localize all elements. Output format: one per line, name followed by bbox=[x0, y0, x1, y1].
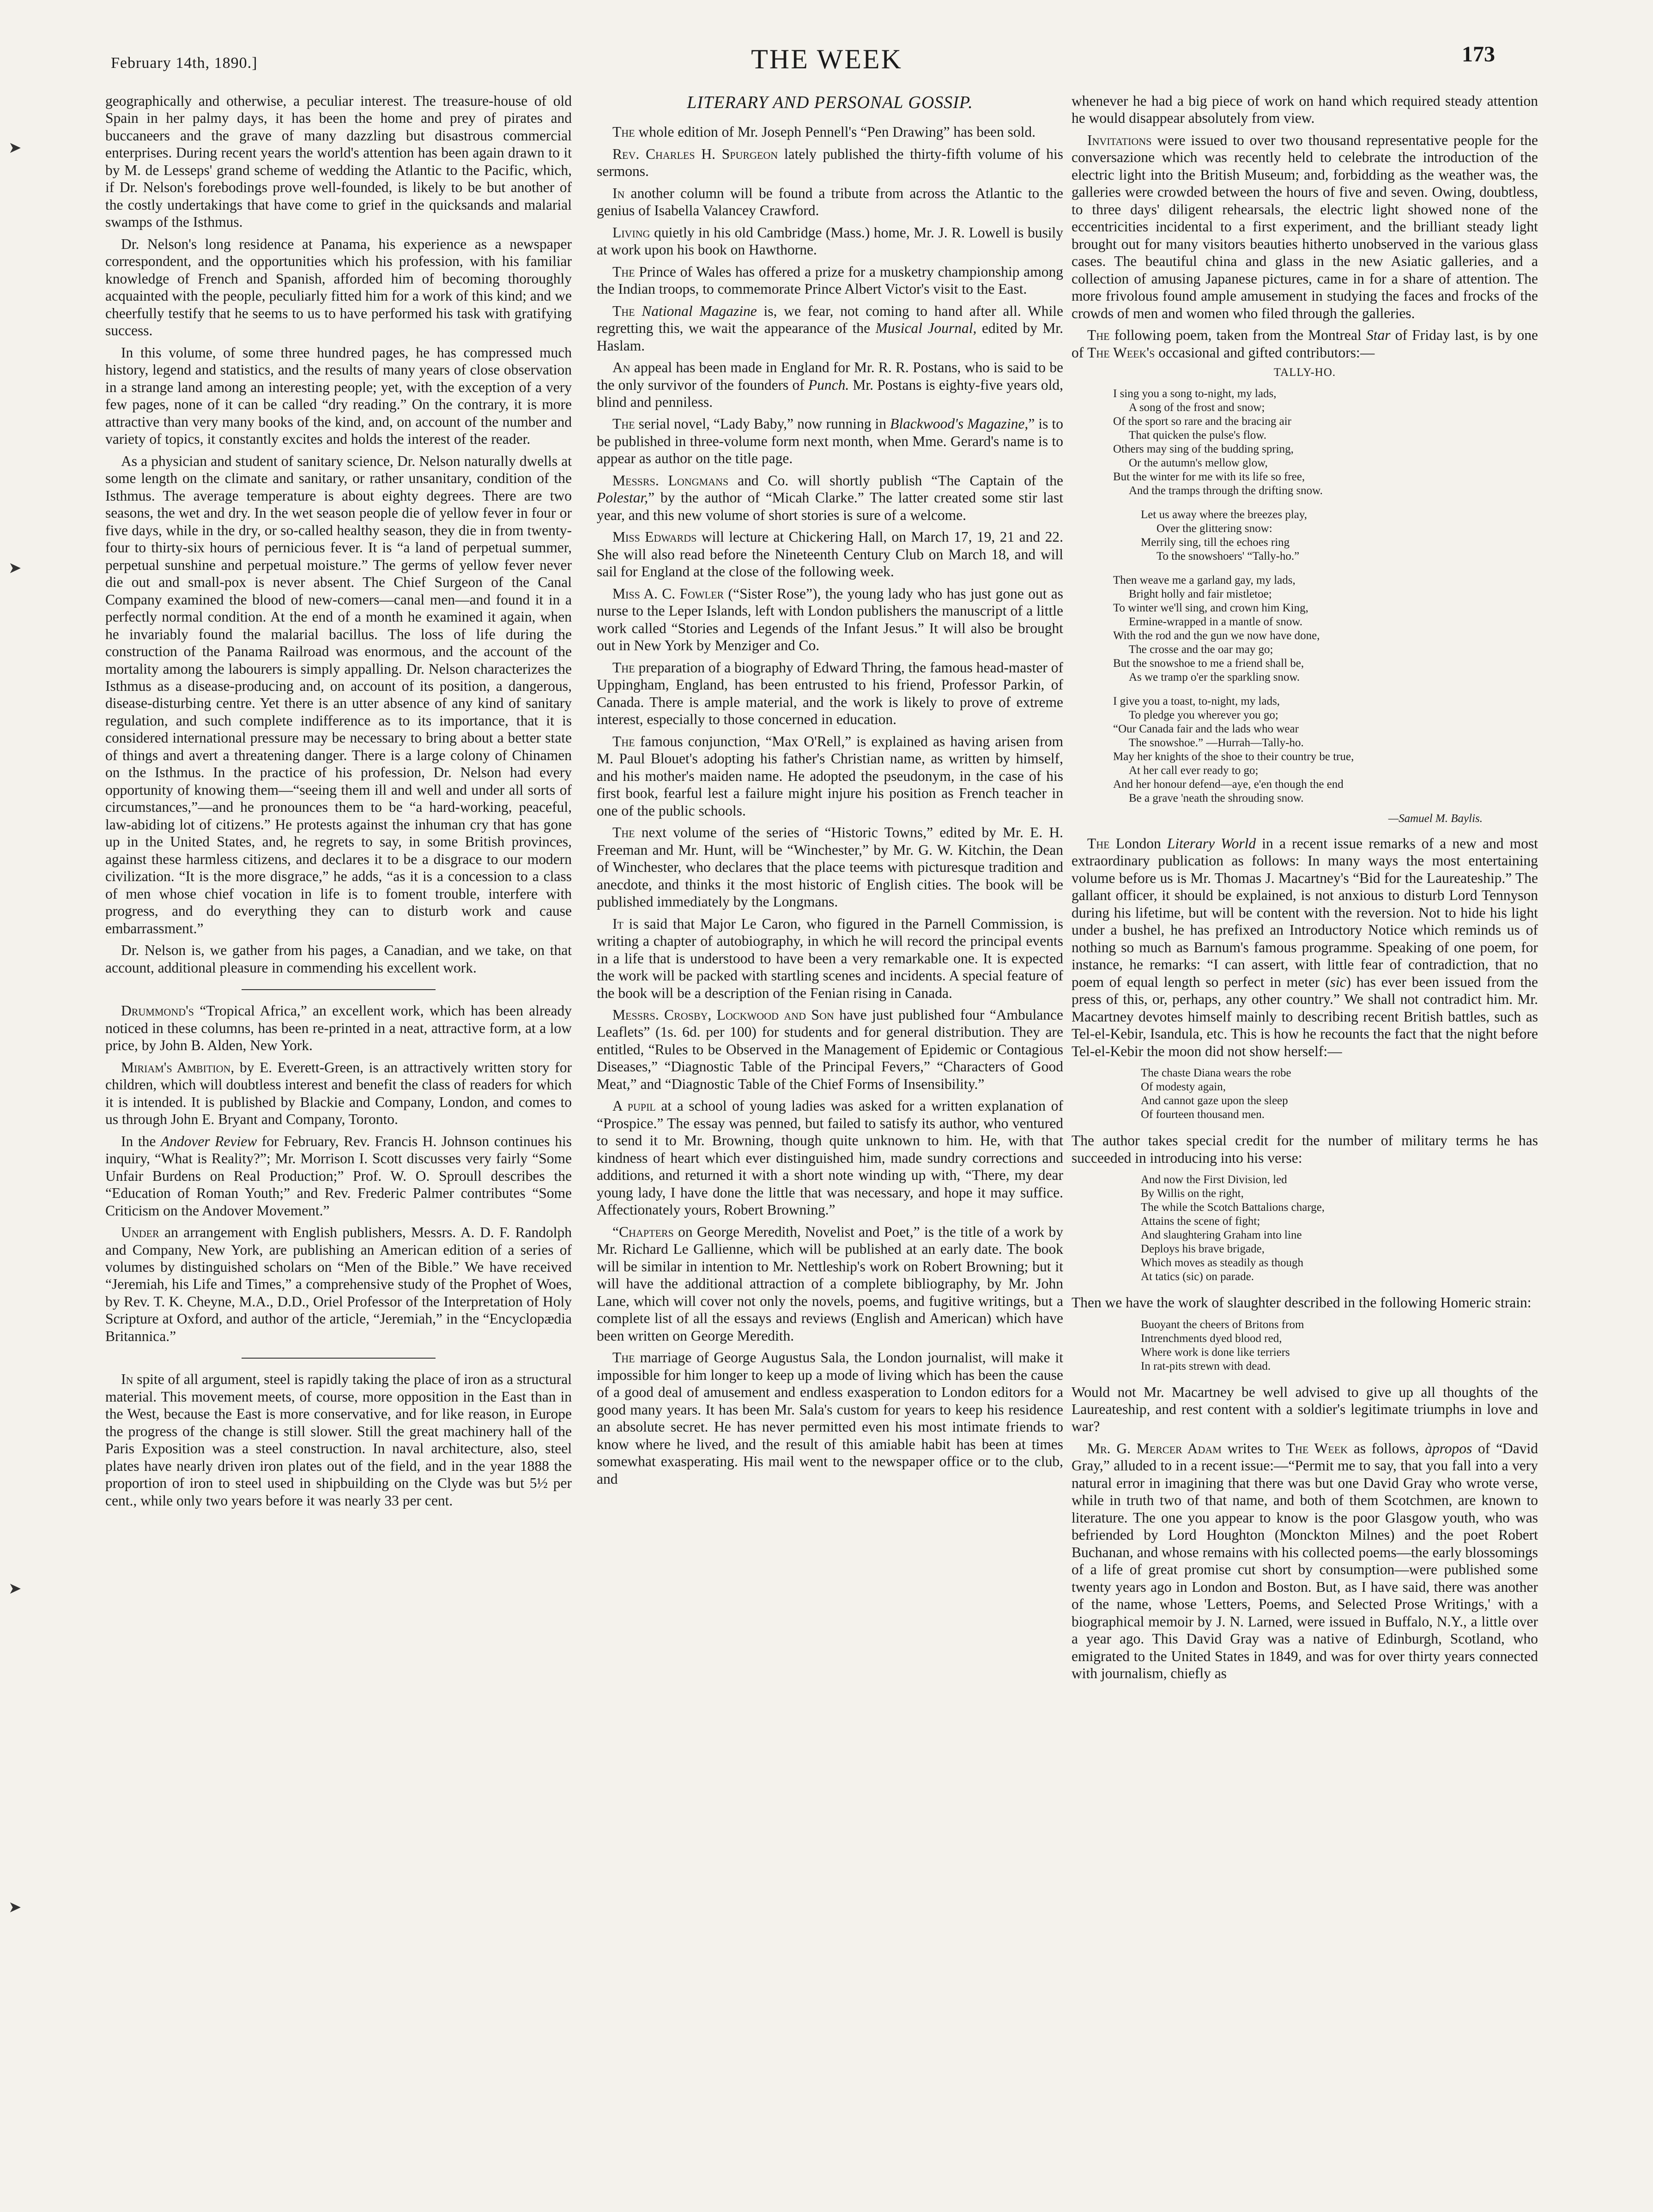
margin-mark-icon: ➤ bbox=[8, 1899, 22, 1916]
poem-line: I sing you a song to-night, my lads, bbox=[1113, 387, 1277, 400]
gossip-item bbox=[597, 359, 1063, 411]
verse-line: By Willis on the right, bbox=[1141, 1187, 1244, 1200]
poem-line: Or the autumn's mellow glow, bbox=[1129, 457, 1268, 470]
poem-line: Then weave me a garland gay, my lads, bbox=[1113, 574, 1296, 587]
poem-stanza bbox=[1113, 508, 1538, 563]
gossip-item: Then we have the work of slaughter described in the following Homeric strain: bbox=[1072, 1294, 1532, 1311]
lead-words: Messrs. Longmans bbox=[612, 472, 729, 489]
lead-words: Miriam's Ambition, bbox=[121, 1059, 235, 1076]
gossip-item bbox=[597, 915, 1063, 1002]
lead-words: The bbox=[1087, 327, 1110, 344]
section-heading: LITERARY AND PERSONAL GOSSIP. bbox=[687, 93, 973, 112]
issue-date: February 14th, 1890.] bbox=[111, 54, 258, 72]
poem-line: “Our Canada fair and the lads who wear bbox=[1113, 723, 1299, 736]
gossip-item bbox=[597, 472, 1063, 524]
lead-words: The bbox=[612, 263, 635, 280]
lead-words: The bbox=[612, 124, 635, 140]
paragraph-text: an arrangement with English publishers, Messrs. A. D. F. Randolph and Company, New York, are publishing an American edition of a series of volumes by distinguished scholars on “Men of the Bible.” We have received “Jeremiah, his Life and Times,” a comprehensive study of the Prophet of Woes, by Rev. T. K. Cheyne, M.A., D.D., Oriel Professor of the Interpretation of Holy Scripture at Oxford, and author of the article, “Jeremiah,” in the “Encyclopædia Britannica.” bbox=[105, 1224, 572, 1344]
lead-words: In bbox=[121, 1371, 133, 1388]
paragraph-text: marriage of George Augustus Sala, the London journalist, will make it impossible for him longer to keep up a mode of living which has been the cause of a good deal of amusement and endless exasperation to London editors for a good many years. It has been Mr. Sala's custom for years to keep his residence an absolute secret. He has never permitted even his most intimate friends to know where he lived, and the result of this amiable habit has been at times somewhat exasperating. His mail went to the newspaper office or to the club, and bbox=[597, 1349, 1063, 1487]
periodical-title: Punch. bbox=[808, 376, 849, 393]
periodical-title: Blackwood's Magazine, bbox=[890, 416, 1029, 432]
poem-line: Bright holly and fair mistletoe; bbox=[1129, 588, 1272, 601]
paragraph-text: were issued to over two thousand representative people for the conversazione which was recently held to celebrate the introduction of the electric light into the British Museum; and, forbidding as the weather was, the galleries were crowded between the hours of five and seven. Owing, doubtless, to three days' diligent rehearsals, the electric light showed none of the eccentricities incidental to a first experiment, and the brilliant steady light brought out for many visitors beauties hitherto unobserved in the various glass cases. The beautiful china and glass in the new Asiatic galleries, and a collection of amusing Japanese pictures, came in for a share of attention. The more frivolous found ample amusement in studying the faces and frocks of the crowds of men and women who filed through the galleries. bbox=[1072, 132, 1538, 321]
poem-line: To winter we'll sing, and crown him King, bbox=[1113, 602, 1308, 615]
gossip-item bbox=[597, 1006, 1063, 1093]
lead-words: Rev. Charles H. Spurgeon bbox=[612, 145, 778, 162]
periodical-title: National Magazine bbox=[642, 302, 757, 319]
lead-words: Miss Edwards bbox=[612, 529, 697, 545]
gossip-item bbox=[597, 528, 1063, 580]
paragraph-text: serial novel, “Lady Baby,” now running in bbox=[635, 416, 890, 432]
periodical-title: Literary World bbox=[1167, 835, 1256, 852]
gossip-item bbox=[1072, 326, 1538, 361]
paper-name: The Week's bbox=[1087, 344, 1155, 361]
verse-quote bbox=[1141, 1318, 1538, 1373]
paragraph-text: quietly in his old Cambridge (Mass.) home, Mr. J. R. Lowell is busily at work upon his book on Hawthorne. bbox=[597, 224, 1063, 258]
lead-words: An bbox=[612, 359, 630, 376]
paragraph-text: following poem, taken from the Montreal bbox=[1109, 327, 1366, 344]
paragraph-text: spite of all argument, steel is rapidly taking the place of iron as a structural material. This movement meets, of course, more opposition in the East than in the West, because the East is more conservative, and for like reason, in Europe the progress of the change is still slower. Still the great machinery hall of the Paris Exposition was a steel construction. In naval architecture, also, steel plates have nearly driven iron plates out of the field, and in the year 1888 the proportion of iron to steel used in shipbuilding on the Clyde was but 5½ per cent., while only two years before it was nearly 33 per cent. bbox=[105, 1371, 572, 1509]
column-3 bbox=[1072, 92, 1538, 2180]
page-number: 173 bbox=[1462, 42, 1495, 66]
poem-line: That quicken the pulse's flow. bbox=[1129, 429, 1266, 442]
verse-line: Where work is done like terriers bbox=[1141, 1346, 1290, 1359]
gossip-item bbox=[597, 824, 1063, 910]
poem-line: Let us away where the breezes play, bbox=[1141, 508, 1308, 521]
verse-line: Of fourteen thousand men. bbox=[1141, 1108, 1265, 1121]
verse-line: In rat-pits strewn with dead. bbox=[1141, 1360, 1271, 1372]
poem-stanza bbox=[1113, 574, 1538, 684]
lead-words: “Chapters bbox=[612, 1223, 674, 1240]
lead-words: Messrs. Crosby, Lockwood and Son bbox=[612, 1006, 834, 1023]
notice-paragraph bbox=[105, 1002, 572, 1054]
gossip-item bbox=[597, 1349, 1063, 1487]
poem-line: May her knights of the shoe to their country be true, bbox=[1113, 750, 1354, 763]
verse-line: At tatics (sic) on parade. bbox=[1141, 1270, 1254, 1283]
lead-words: The bbox=[612, 416, 635, 432]
verse-line: Buoyant the cheers of Britons from bbox=[1141, 1318, 1304, 1331]
lead-words: Under bbox=[121, 1224, 159, 1241]
verse-quote bbox=[1141, 1173, 1538, 1284]
lead-words: The bbox=[1087, 835, 1110, 852]
poem-line: I give you a toast, to-night, my lads, bbox=[1113, 695, 1280, 708]
poem-line: The snowshoe.” —Hurrah—Tally-ho. bbox=[1129, 737, 1304, 749]
paragraph-text: another column will be found a tribute from across the Atlantic to the genius of Isabella Valancey Crawford. bbox=[597, 185, 1063, 219]
poem-line: Merrily sing, till the echoes ring bbox=[1141, 536, 1290, 549]
gossip-item bbox=[1072, 132, 1538, 322]
paragraph-text: as follows, bbox=[1348, 1440, 1425, 1457]
gossip-item bbox=[597, 185, 1063, 219]
review-paragraph: Dr. Nelson is, we gather from his pages, a Canadian, and we take, on that account, additional pleasure in commending his excellent work. bbox=[105, 942, 572, 976]
gossip-item bbox=[597, 224, 1063, 259]
poem-line: Be a grave 'neath the shrouding snow. bbox=[1129, 792, 1304, 805]
paragraph-text: In the bbox=[121, 1133, 161, 1149]
paragraph-text: will lecture at Chickering Hall, on March 17, 19, 21 and 22. She will also read before the Nineteenth Century Club on March 18, and will sail for England at the close of the following week. bbox=[597, 529, 1063, 580]
poem-line: Others may sing of the budding spring, bbox=[1113, 443, 1294, 456]
lead-words: The bbox=[612, 302, 642, 319]
paragraph-text: ” by the author of “Micah Clarke.” The latter created some stir last year, and this new volume of short stories is sure of a welcome. bbox=[597, 490, 1063, 523]
poem-line: But the snowshoe to me a friend shall be, bbox=[1113, 657, 1304, 670]
review-paragraph: As a physician and student of sanitary science, Dr. Nelson naturally dwells at some length on the climate and sanitary, or rather unsanitary, condition of the Isthmus. The average temperature is about eighty degrees. There are two seasons, the wet and dry. In the wet season people die of yellow fever in four or five days, while in the dry, or so-called healthy season, they die in from twenty-four to thirty-six hours of pernicious fever. It is “a land of perpetual summer, perpetual sunshine and perpetual moisture.” The germs of yellow fever never die out and small-pox is never absent. The Chief Surgeon of the Canal Company examined the blood of new-comers—canal men—and found it in a perfectly normal condition. At the end of a month he examined it again, when he invariably found the malarial bacillus. The loss of life during the construction of the Panama Railroad was enormous, and the account of the mortality among the labourers is simply appalling. Dr. Nelson characterizes the Isthmus as a disease-producing and, on account of its position, a dangerous, disease-disturbing centre. Yet there is an utter absence of any kind of sanitary regulation, and such complete indifference as to its importance, that it is considered international pressure may be necessary to bring about a better state of things and avert a threatening danger. There is a large colony of Chinamen on the Isthmus. In the practice of his profession, Dr. Nelson had every opportunity of knowing them—“seeing them ill and well and under all sorts of circumstances,”—and he pronounces them to be “a hard-working, peaceful, law-abiding lot of citizens.” He protests against the inhuman cry that has gone up in the United States, and, he regrets to say, in some British provinces, against these harmless citizens, and declares it to be a disgrace to our modern civilization. “It is the more disgrace,” he adds, “as it is a concession to a class of men whose chief vocation in life is to foment trouble, interfere with progress, and do everything they can to disturb work and cause embarrassment.” bbox=[105, 453, 572, 937]
periodical-title: Andover Review bbox=[160, 1133, 257, 1149]
column-1 bbox=[105, 92, 572, 2180]
paragraph-text: is, we fear, not coming to hand after all. While regretting this, we wait the appearance of the bbox=[597, 302, 1063, 337]
poem-line: And the tramps through the drifting snow. bbox=[1129, 484, 1323, 497]
poem-stanza bbox=[1113, 387, 1538, 498]
verse-line: The while the Scotch Battalions charge, bbox=[1141, 1201, 1325, 1214]
verse-line: Attains the scene of fight; bbox=[1141, 1215, 1260, 1228]
review-paragraph: geographically and otherwise, a peculiar interest. The treasure-house of old Spain in her palmy days, it has been the home and prey of pirates and buccaneers and the grave of many dazzling but disastrous commercial enterprises. During recent years the world's attention has been again drawn to it by M. de Lesseps' grand scheme of wedding the Atlantic to the Pacific, which, if Dr. Nelson's forebodings prove well-founded, is likely to be but another of the costly undertakings that have come to grief in the quicksands and malarial swamps of the Isthmus. bbox=[105, 93, 572, 230]
paragraph-text: whole edition of Mr. Joseph Pennell's “Pen Drawing” has been sold. bbox=[635, 124, 1035, 140]
notice-paragraph bbox=[105, 1059, 572, 1128]
poem-stanza bbox=[1113, 695, 1538, 805]
paragraph-text: in a recent issue remarks of a new and most extraordinary publication as follows: In many ways the most entertaining volume before us is Mr. Thomas J. Macartney's “Bid for the Laureateship.” The gallant officer, it should be explained, is not anxious to disturb Lord Tennyson during his lifetime, but will be content with the reversion. Not to hide his light under a bushel, he has prefixed an Introductory Notice which reminds us of nothing so much as Barnum's famous programme. Speaking of one poem, for instance, he remarks: “I can assert, with little fear of contradiction, that no poem of equal length so perfect in meter ( bbox=[1072, 835, 1538, 990]
gossip-item bbox=[597, 123, 1063, 140]
lead-words: The bbox=[612, 659, 635, 676]
paragraph-text: is said that Major Le Caron, who figured in the Parnell Commission, is writing a chapter of autobiography, in which he will record the principal events in a life that is understood to have been a very remarkable one. It is expected the work will be packed with startling scenes and incidents. A special feature of the book will be a description of the Fenian rising in Canada. bbox=[597, 915, 1063, 1001]
paragraph-text: Mr. Postans is eighty-five years old, blind and penniless. bbox=[597, 376, 1063, 410]
paragraph-text: by E. Everett-Green, is an attractively written story for children, which will doubtless interest and benefit the class of readers for which it is intended. It is published by Blackie and Company, London, and comes to us through John E. Bryant and Company, Toronto. bbox=[105, 1059, 572, 1128]
paragraph-text: writes to bbox=[1221, 1440, 1286, 1457]
margin-mark-icon: ➤ bbox=[8, 139, 22, 157]
lead-words: The bbox=[612, 824, 635, 841]
verse-line: Deploys his brave brigade, bbox=[1141, 1243, 1265, 1256]
gossip-item bbox=[597, 1097, 1063, 1218]
paper-name: The Week bbox=[1286, 1440, 1348, 1457]
verse-line: Intrenchments dyed blood red, bbox=[1141, 1332, 1282, 1345]
paragraph-text: next volume of the series of “Historic Towns,” edited by Mr. E. H. Freeman and Mr. Hunt, will be “Winchester,” by Mr. G. W. Kitchin, the Dean of Winchester, who declares that the place teems with picturesque tradition and anecdote, and thinks it the most historic of English cities. The book will be published immediately by the Longmans. bbox=[597, 824, 1063, 910]
lead-words: Living bbox=[612, 224, 650, 241]
verse-line: And cannot gaze upon the sleep bbox=[1141, 1094, 1288, 1107]
paragraph-text: for February, Rev. Francis H. Johnson continues his inquiry, “What is Reality?”; Mr. Morrison I. Scott discusses very fairly “Some Unfair Burdens on Real Production;” Prof. W. O. Sproull describes the “Education of Roman Youth;” and Rev. Frederic Palmer contributes “Some Criticism on the Andover Movement.” bbox=[105, 1133, 572, 1219]
review-paragraph: Dr. Nelson's long residence at Panama, his experience as a newspaper correspondent, and the opportunities which his profession, with his familiar knowledge of French and Spanish, afforded him of becoming thoroughly acquainted with the people, peculiarly fitted him for a work of this kind; and we cheerfully testify that he seems to us to have performed his task with gratifying success. bbox=[105, 236, 572, 339]
paragraph-text: edited by Mr. Haslam. bbox=[597, 320, 1063, 354]
poem-line: A song of the frost and snow; bbox=[1129, 401, 1265, 414]
poem-title: TALLY-HO. bbox=[1273, 366, 1336, 379]
lead-words: The bbox=[612, 1349, 635, 1366]
poem-line: The crosse and the oar may go; bbox=[1129, 643, 1273, 656]
lead-words: Drummond's bbox=[121, 1003, 194, 1019]
poem-line: With the rod and the gun we now have done, bbox=[1113, 629, 1320, 642]
paragraph-text: have just published four “Ambulance Leaflets” (1s. 6d. per 100) for students and for general distribution. They are entitled, “Rules to be Observed in the Management of Epidemic or Contagious Diseases,” “Diagnostic Table of the Principal Fevers,” “Characters of Good Meat,” and “Diagnostic Table of the Chief Forms of Insensibility.” bbox=[597, 1006, 1063, 1092]
foreign-word: àpropos bbox=[1425, 1440, 1472, 1457]
gossip-item: whenever he had a big piece of work on hand which required steady attention he would disappear absolutely from view. bbox=[1072, 93, 1538, 127]
lead-words: Mr. G. Mercer Adam bbox=[1087, 1440, 1222, 1457]
margin-mark-icon: ➤ bbox=[8, 1580, 22, 1597]
paragraph-text: on George Meredith, Novelist and Poet,” is the title of a work by Mr. Richard Le Gallienne, which will be published at an early date. The book will be similar in intention to Mr. Nettleship's work on Robert Browning; but it will have the additional attraction of a complete bibliography, by Mr. John Lane, which will cover not only the novels, poems, and fugitive writings, but a complete list of all the essays and reviews (English and American) which have been written on George Meredith. bbox=[597, 1223, 1063, 1344]
paragraph-text: famous conjunction, “Max O'Rell,” is explained as having arisen from M. Paul Blouet's adopting his father's Christian name, as written by himself, and his mother's maiden name. He adopted the pseudonym, in the case of his first book, fearful lest a failure might injure his position as French teacher in one of the public schools. bbox=[597, 733, 1063, 819]
notice-paragraph bbox=[105, 1371, 572, 1509]
gossip-item: The author takes special credit for the number of military terms he has succeeded in introducing into his verse: bbox=[1072, 1132, 1538, 1166]
notice-paragraph bbox=[105, 1133, 572, 1219]
lead-words: Miss A. C. Fowler bbox=[612, 585, 724, 602]
paragraph-text: at a school of young ladies was asked for a written explanation of “Prospice.” The essay was penned, but failed to satisfy its author, who ventured to send it to Mr. Browning, though quite unknown to him. He, with that kindness of heart which ever distinguished him, made sundry corrections and additions, and returned it with a short note winding up with, “There, my dear young lady, I have done the little that was necessary, and hope it may suffice. Affectionately yours, Robert Browning.” bbox=[597, 1098, 1063, 1218]
paragraph-text: (“Sister Rose”), the young lady who has just gone out as nurse to the Leper Islands, left with London publishers the manuscript of a little work called “Stories and Legends of the Infant Jesus.” It will also be brought out in New York by Menziger and Co. bbox=[597, 585, 1063, 654]
gossip-item bbox=[597, 415, 1063, 467]
sic-note: sic bbox=[1330, 973, 1346, 990]
paragraph-text: “Tropical Africa,” an excellent work, which has been already noticed in these columns, has been re-printed in a neat, attractive form, at a low price, by John B. Alden, New York. bbox=[105, 1003, 572, 1054]
masthead-title: THE WEEK bbox=[751, 44, 902, 74]
gossip-item bbox=[597, 585, 1063, 654]
periodical-title: Musical Journal, bbox=[875, 320, 977, 337]
lead-words: A pupil bbox=[612, 1098, 656, 1114]
poem-line: At her call ever ready to go; bbox=[1129, 764, 1259, 777]
poem-line: As we tramp o'er the sparkling snow. bbox=[1129, 671, 1300, 684]
gossip-item bbox=[1072, 1440, 1538, 1682]
paragraph-text: ) has ever been issued from the press of this, or, perhaps, any other country.” We shall not contradict him. Mr. Macartney devotes himself mainly to describing recent British battles, such as Tel-el-Kebir, Isandula, etc. This is how he recounts the fact that the night before Tel-el-Kebir the moon did not show herself:— bbox=[1072, 973, 1538, 1059]
column-2 bbox=[597, 92, 1063, 2180]
paragraph-text: lately published the thirty-fifth volume of his sermons. bbox=[597, 145, 1063, 180]
verse-line: Which moves as steadily as though bbox=[1141, 1257, 1304, 1269]
verse-quote bbox=[1141, 1066, 1538, 1122]
poem-line: Over the glittering snow: bbox=[1156, 522, 1272, 535]
lead-words: The bbox=[612, 733, 635, 749]
gossip-item bbox=[597, 733, 1063, 819]
gossip-item bbox=[1072, 835, 1538, 1060]
poem-line: Of the sport so rare and the bracing air bbox=[1113, 415, 1291, 428]
poem-line: To pledge you wherever you go; bbox=[1129, 709, 1278, 722]
paragraph-text: ” is to be published in three-volume form next month, when Mme. Gerard's name is to appear as author on the title page. bbox=[597, 416, 1063, 467]
poem-signature: —Samuel M. Baylis. bbox=[1388, 812, 1483, 825]
notice-paragraph bbox=[105, 1224, 572, 1345]
gossip-item bbox=[597, 1223, 1063, 1344]
gossip-item bbox=[597, 302, 1063, 354]
review-paragraph: In this volume, of some three hundred pages, he has compressed much history, legend and statistics, and the results of many years of close observation in a strange land among an interesting people; yet, with the exception of a very few pages, none of it can be called “dry reading.” On the contrary, it is more attractive than very many books of the kind, and, on account of the number and variety of topics, it constantly excites and holds the interest of the reader. bbox=[105, 344, 572, 447]
poem bbox=[1113, 387, 1538, 805]
paragraph-text: occasional and gifted contributors:— bbox=[1155, 344, 1375, 361]
paragraph-text: of Friday last, is by one of bbox=[1072, 327, 1538, 361]
gossip-item: Would not Mr. Macartney be well advised to give up all thoughts of the Laureateship, and rest content with a soldier's legitimate triumphs in love and war? bbox=[1072, 1384, 1538, 1435]
verse-line: And slaughtering Graham into line bbox=[1141, 1229, 1302, 1242]
gossip-item bbox=[597, 145, 1063, 180]
lead-words: In bbox=[612, 185, 625, 201]
paragraph-text: of “David Gray,” alluded to in a recent issue:—“Permit me to say, that you fall into a very natural error in imagining that there was but one David Gray who wrote verse, while in truth two of that name, and both of them Scotchmen, are known to literature. The one you appear to know is the poor Glasgow youth, who was befriended by Lord Houghton (Monckton Milnes) and the poet Robert Buchanan, and whose remains with his collected poems—the early blossomings of a life of great promise cut short by consumption—were published some twenty years ago in London and Boston. But, as I have said, there was another of the name, whose 'Letters, Poems, and Selected Prose Writings,' with a biographical memoir by J. N. Larned, were issued in Buffalo, N.Y., a little over a year ago. This David Gray was a native of Edinburgh, Scotland, who emigrated to the United States in 1849, and was for over thirty years connected with journalism, chiefly as bbox=[1072, 1440, 1538, 1682]
paragraph-text: and Co. will shortly publish “The Captain of the bbox=[728, 472, 1063, 489]
verse-line: The chaste Diana wears the robe bbox=[1141, 1067, 1291, 1080]
lead-words: Invitations bbox=[1087, 132, 1152, 148]
periodical-title: Star bbox=[1366, 327, 1391, 344]
paragraph-text: Prince of Wales has offered a prize for a musketry championship among the Indian troops, to commemorate Prince Albert Victor's visit to the East. bbox=[597, 263, 1063, 297]
verse-line: And now the First Division, led bbox=[1141, 1173, 1287, 1186]
paragraph-text: appeal has been made in England for Mr. R. R. Postans, who is said to be the only survivor of the founders of bbox=[597, 359, 1063, 393]
gossip-item bbox=[597, 263, 1063, 298]
paragraph-text: preparation of a biography of Edward Thring, the famous head-master of Uppingham, England, has been entrusted to his friend, Professor Parkin, of Canada. There is ample material, and the work is likely to prove of extreme interest, especially to those concerned in education. bbox=[597, 659, 1063, 728]
verse-line: Of modesty again, bbox=[1141, 1081, 1226, 1094]
poem-line: To the snowshoers' “Tally-ho.” bbox=[1156, 550, 1300, 563]
poem-line: Ermine-wrapped in a mantle of snow. bbox=[1129, 616, 1303, 629]
poem-line: But the winter for me with its life so free, bbox=[1113, 471, 1305, 483]
lead-words: It bbox=[612, 915, 624, 932]
book-title: Polestar, bbox=[597, 490, 648, 506]
poem-line: And her honour defend—aye, e'en though the end bbox=[1113, 778, 1344, 791]
paragraph-text: London bbox=[1109, 835, 1167, 852]
section-divider bbox=[242, 989, 436, 990]
gossip-item bbox=[597, 659, 1063, 728]
margin-mark-icon: ➤ bbox=[8, 560, 22, 577]
section-divider bbox=[242, 1358, 436, 1359]
